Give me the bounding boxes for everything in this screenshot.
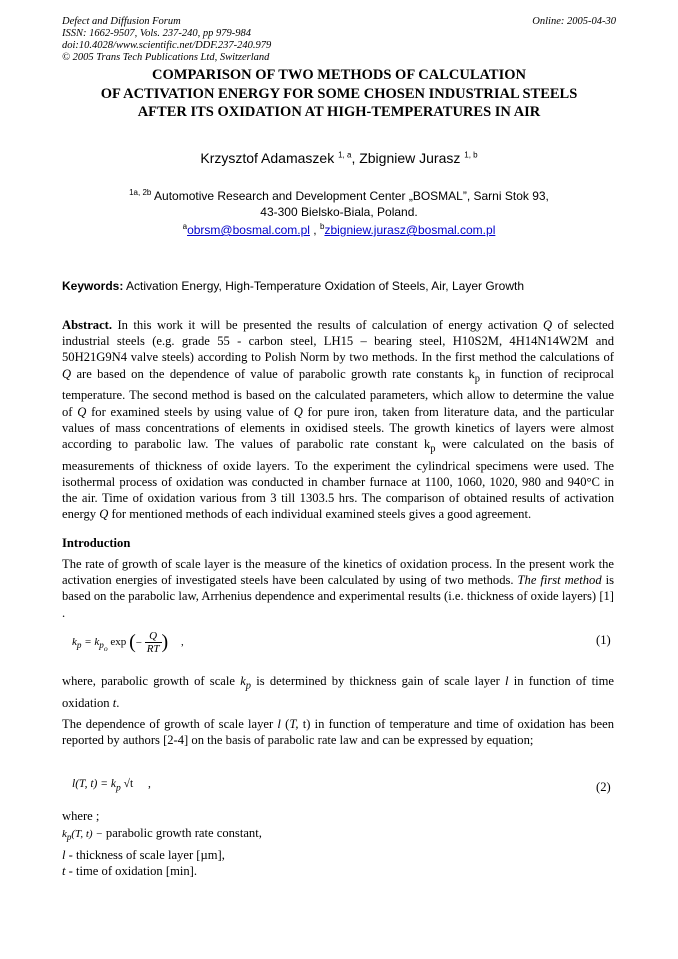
paper-title — [30, 66, 648, 122]
para2-text: where, parabolic growth of scale — [62, 674, 241, 688]
author-separator: , — [351, 150, 360, 166]
where-item-kp — [62, 825, 262, 847]
intro-text: The rate of growth of scale layer is the measure of the kinetics of oxidation process. In the present work the activation energies of investigated steels have been calculated by using of two methods. — [62, 557, 614, 588]
eq1-numerator: Q — [145, 630, 162, 643]
title-line-1: COMPARISON OF TWO METHODS OF CALCULATION — [152, 67, 526, 83]
email-b-link[interactable]: zbigniew.jurasz@bosmal.com.pl — [324, 223, 496, 237]
authors — [0, 150, 678, 166]
online-date: Online: 2005-04-30 — [532, 16, 616, 27]
eq1-subsub: o — [103, 644, 108, 654]
affiliation — [0, 185, 678, 220]
affiliation-sup: 1a, 2b — [129, 188, 152, 197]
t-description: - time of oxidation [min]. — [65, 864, 198, 879]
symbol-l: l — [505, 674, 509, 688]
section-heading-introduction: Introduction — [62, 536, 131, 550]
eq1-fraction — [145, 630, 162, 655]
where-label: where ; — [62, 809, 100, 823]
para3-text: ( — [280, 717, 290, 731]
intro-paragraph — [62, 556, 614, 621]
symbol-kp: k — [240, 674, 246, 688]
para-dependence — [62, 716, 614, 748]
subscript-p: p — [430, 443, 436, 455]
symbol-T: T, — [289, 717, 299, 731]
eq1-right-paren: ) — [161, 631, 169, 653]
email-a-sup: a — [182, 222, 188, 231]
eq1-sub: p — [76, 640, 82, 651]
abstract-text: for pure iron, taken from literature data, and the particular values of mass concentrations of elements in oxidised steels. The growth kinetics of layers were almost according to parabolic law. The values of parabolic rate constant k — [62, 404, 615, 451]
symbol-q: Q — [293, 404, 303, 419]
symbol-t: t — [112, 695, 117, 710]
para3-text: t) in function of temperature and time of oxidation has been reported by authors [2-4] on the basis of parabolic rate law and can be expressed by equation; — [62, 717, 614, 748]
abstract-text: for mentioned methods of each individual examined steels gives a good agreement. — [108, 507, 532, 522]
email-a-link[interactable]: obrsm@bosmal.com.pl — [187, 223, 310, 237]
author-2-affil: 1, b — [464, 150, 478, 160]
keywords — [62, 279, 524, 293]
doi: doi:10.4028/www.scientific.net/DDF.237-240.979 — [62, 40, 272, 51]
eq1-kp: k — [72, 636, 77, 649]
abstract-label: Abstract. — [62, 318, 113, 332]
para2-text: is determined by thickness gain of scale layer — [251, 674, 505, 688]
symbol-kp-args: (T, t) − — [71, 827, 103, 840]
eq2-comma: , — [148, 778, 151, 790]
email-b-sup: b — [319, 222, 325, 231]
eq1-denominator: RT — [146, 643, 160, 655]
symbol-q: Q — [62, 366, 72, 381]
abstract-text: in function of reciprocal temperature. The second method is based on the calculated parameters, which allow to determine the value of — [62, 366, 614, 419]
l-description: - thickness of scale layer [µm], — [65, 847, 225, 862]
symbol-l: l — [62, 847, 66, 862]
para3-text: The dependence of growth of scale layer — [62, 717, 278, 731]
abstract-text: were calculated on the basis of measurements of thickness of oxide layers. To the experiment the cylindrical specimens were used. The isothermal process of oxidation was conducted in chamber furnace at 1100, 1060, 1020, 980 and 940°C in the air. Time of oxidation various from 3 till 1303.5 hrs. The comparison of obtained results of activation energy — [62, 436, 614, 522]
emails — [0, 222, 678, 237]
where-item-l — [62, 847, 262, 864]
equation-2 — [72, 778, 151, 793]
eq1-sub: p — [99, 640, 104, 651]
eq1-left-paren: ( — [129, 631, 136, 653]
abstract — [62, 317, 614, 522]
intro-text: is based on the parabolic law, Arrhenius dependence and experimental results (i.e. thickness of oxide layers) [1] . — [62, 573, 614, 620]
issn: ISSN: 1662-9507, Vols. 237-240, pp 979-984 — [62, 28, 251, 39]
equation-1 — [72, 630, 184, 655]
first-method-emphasis: The first method — [517, 573, 602, 588]
eq1-k0: = k — [81, 636, 100, 649]
eq2-sub: p — [115, 782, 121, 794]
symbol-t: t — [62, 864, 66, 879]
copyright: © 2005 Trans Tech Publications Ltd, Switzerland — [62, 52, 270, 63]
eq2-sqrt: √t — [123, 778, 134, 790]
eq1-comma: , — [180, 636, 184, 649]
para-parabolic-growth — [62, 673, 614, 711]
para2-text: . — [116, 695, 120, 710]
equation-1-number: (1) — [596, 633, 611, 647]
where-list — [62, 808, 262, 880]
equation-2-number: (2) — [596, 780, 611, 794]
abstract-text: are based on the dependence of value of parabolic growth rate constants k — [71, 366, 475, 381]
eq1-minus: − — [135, 636, 142, 649]
where-item-t — [62, 863, 262, 880]
kp-description: parabolic growth rate constant, — [102, 825, 262, 840]
author-1-affil: 1, a — [338, 150, 352, 160]
email-separator: , — [309, 223, 320, 237]
symbol-l: l — [277, 717, 281, 731]
abstract-text: for examined steels by using value of — [86, 404, 294, 419]
subscript-p: p — [474, 373, 481, 385]
symbol-kp-sub: p — [66, 832, 72, 843]
eq2-lhs: l(T, t) = k — [72, 778, 116, 790]
abstract-text: of selected industrial steels (e.g. grade 55 - carbon steel, LH15 – bearing steel, H10S2M, 4H14N14W2M and 50H21G9N4 valve steels) according to Polish Norm by two methods. In the first method the calculations of — [62, 318, 615, 365]
author-2: Zbigniew Jurasz — [359, 150, 461, 166]
abstract-text: In this work it will be presented the results of calculation of energy activation — [112, 318, 543, 332]
title-line-2: OF ACTIVATION ENERGY FOR SOME CHOSEN INDUSTRIAL STEELS — [100, 85, 578, 102]
affiliation-line-2: 43-300 Bielsko-Biala, Poland. — [260, 205, 418, 219]
symbol-kp: k — [62, 827, 67, 840]
symbol-kp-sub: p — [245, 680, 252, 692]
author-1: Krzysztof Adamaszek — [200, 150, 335, 166]
journal-header — [62, 16, 271, 64]
symbol-q: Q — [99, 507, 109, 522]
eq1-exp: exp — [107, 636, 127, 649]
title-line-3: AFTER ITS OXIDATION AT HIGH-TEMPERATURES IN AIR — [137, 104, 541, 120]
affiliation-line-1: Automotive Research and Development Center „BOSMAL”, Sarni Stok 93, — [154, 189, 549, 203]
symbol-q: Q — [77, 404, 87, 419]
para2-text: in function of time oxidation — [62, 674, 615, 710]
journal-name: Defect and Diffusion Forum — [62, 16, 181, 27]
keywords-label: Keywords: — [62, 279, 124, 293]
keywords-text: Activation Energy, High-Temperature Oxidation of Steels, Air, Layer Growth — [123, 279, 524, 293]
symbol-q: Q — [542, 318, 553, 332]
